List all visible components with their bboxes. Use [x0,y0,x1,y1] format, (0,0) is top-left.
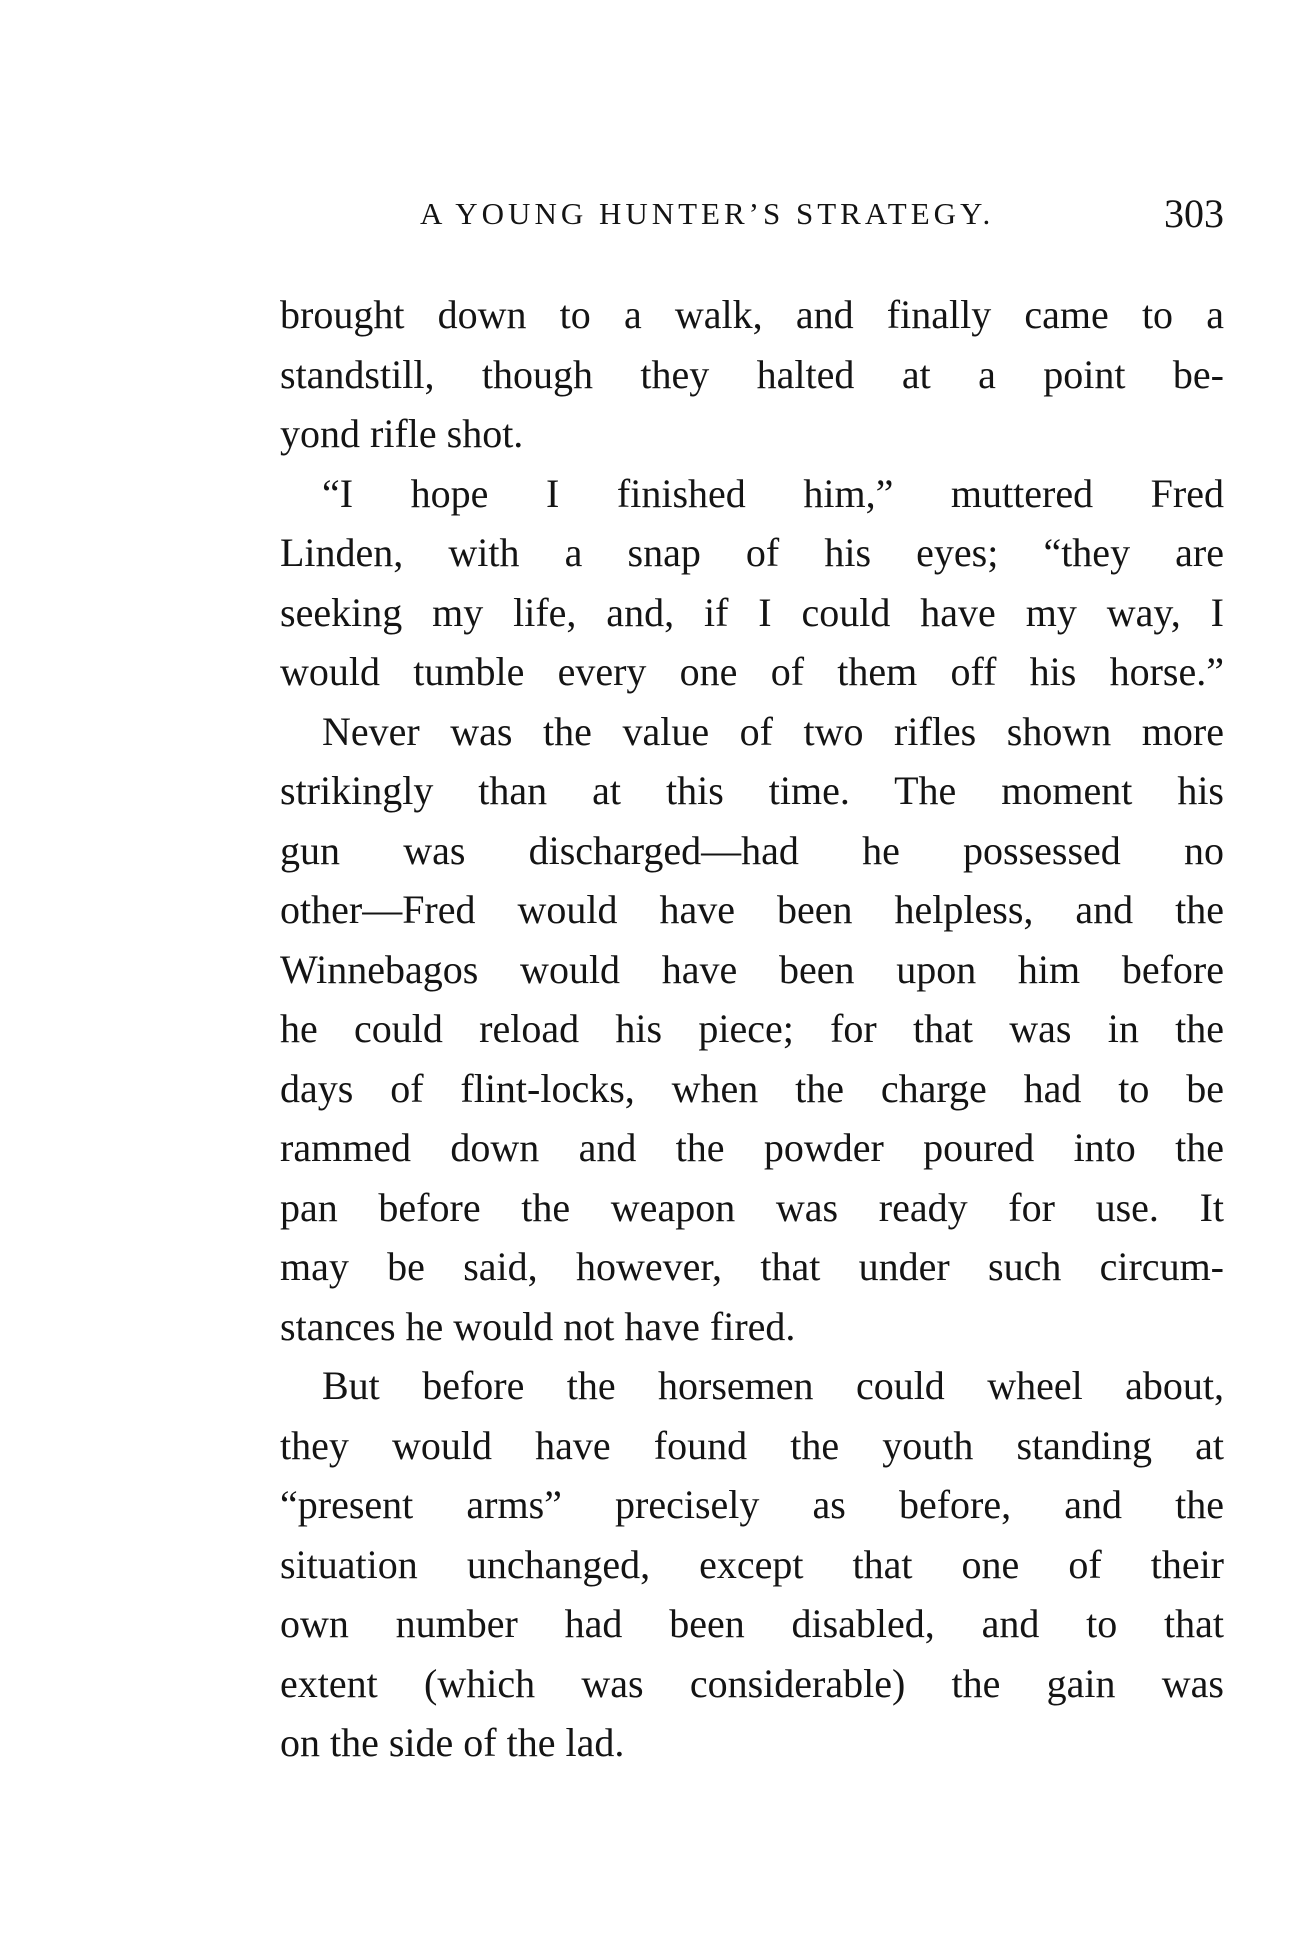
paragraph-3 [280,702,1224,1357]
text-line: But before the horsemen could wheel about, [322,1363,1224,1408]
running-head [280,190,1224,240]
paragraph-4 [280,1356,1224,1773]
text-line: extent (which was considerable) the gain was [280,1660,1224,1706]
text-line: stances he would not have fired. [280,1303,796,1349]
text-line: would tumble every one of them off his horse.” [280,649,1224,694]
text-line: strikingly than at this time. The moment his [280,768,1224,813]
text-line: days of flint-locks, when the charge had to be [280,1065,1224,1111]
text-line: pan before the weapon was ready for use. It [280,1184,1224,1230]
text-line: they would have found the youth standing at [280,1422,1224,1468]
text-line: own number had been disabled, and to that [280,1601,1224,1646]
text-line: gun was discharged—had he possessed no [280,827,1224,873]
text-line: Never was the value of two rifles shown more [322,708,1224,754]
text-line: Winnebagos would have been upon him before [280,946,1224,992]
paragraph-1 [280,285,1224,464]
text-line: rammed down and the powder poured into the [280,1125,1224,1170]
text-line: Linden, with a snap of his eyes; “they are [280,530,1224,575]
text-line: situation unchanged, except that one of their [280,1541,1224,1587]
text-line: brought down to a walk, and finally came to a [280,292,1224,337]
text-line: on the side of the lad. [280,1720,625,1765]
text-line: “I hope I finished him,” muttered Fred [322,470,1224,516]
text-line: he could reload his piece; for that was in the [280,1006,1224,1051]
page-number: 303 [1164,191,1224,236]
text-line: standstill, though they halted at a point be- [280,351,1224,397]
text-line: yond rifle shot. [280,411,524,456]
running-title: A YOUNG HUNTER’S STRATEGY. [420,196,995,231]
text-line: “present arms” precisely as before, and the [280,1482,1224,1527]
text-line: seeking my life, and, if I could have my way, I [280,589,1224,635]
text-line: other—Fred would have been helpless, and the [280,887,1224,932]
text-line: may be said, however, that under such circum- [280,1244,1224,1289]
paragraph-2 [280,464,1224,702]
body-text [280,285,1224,1773]
